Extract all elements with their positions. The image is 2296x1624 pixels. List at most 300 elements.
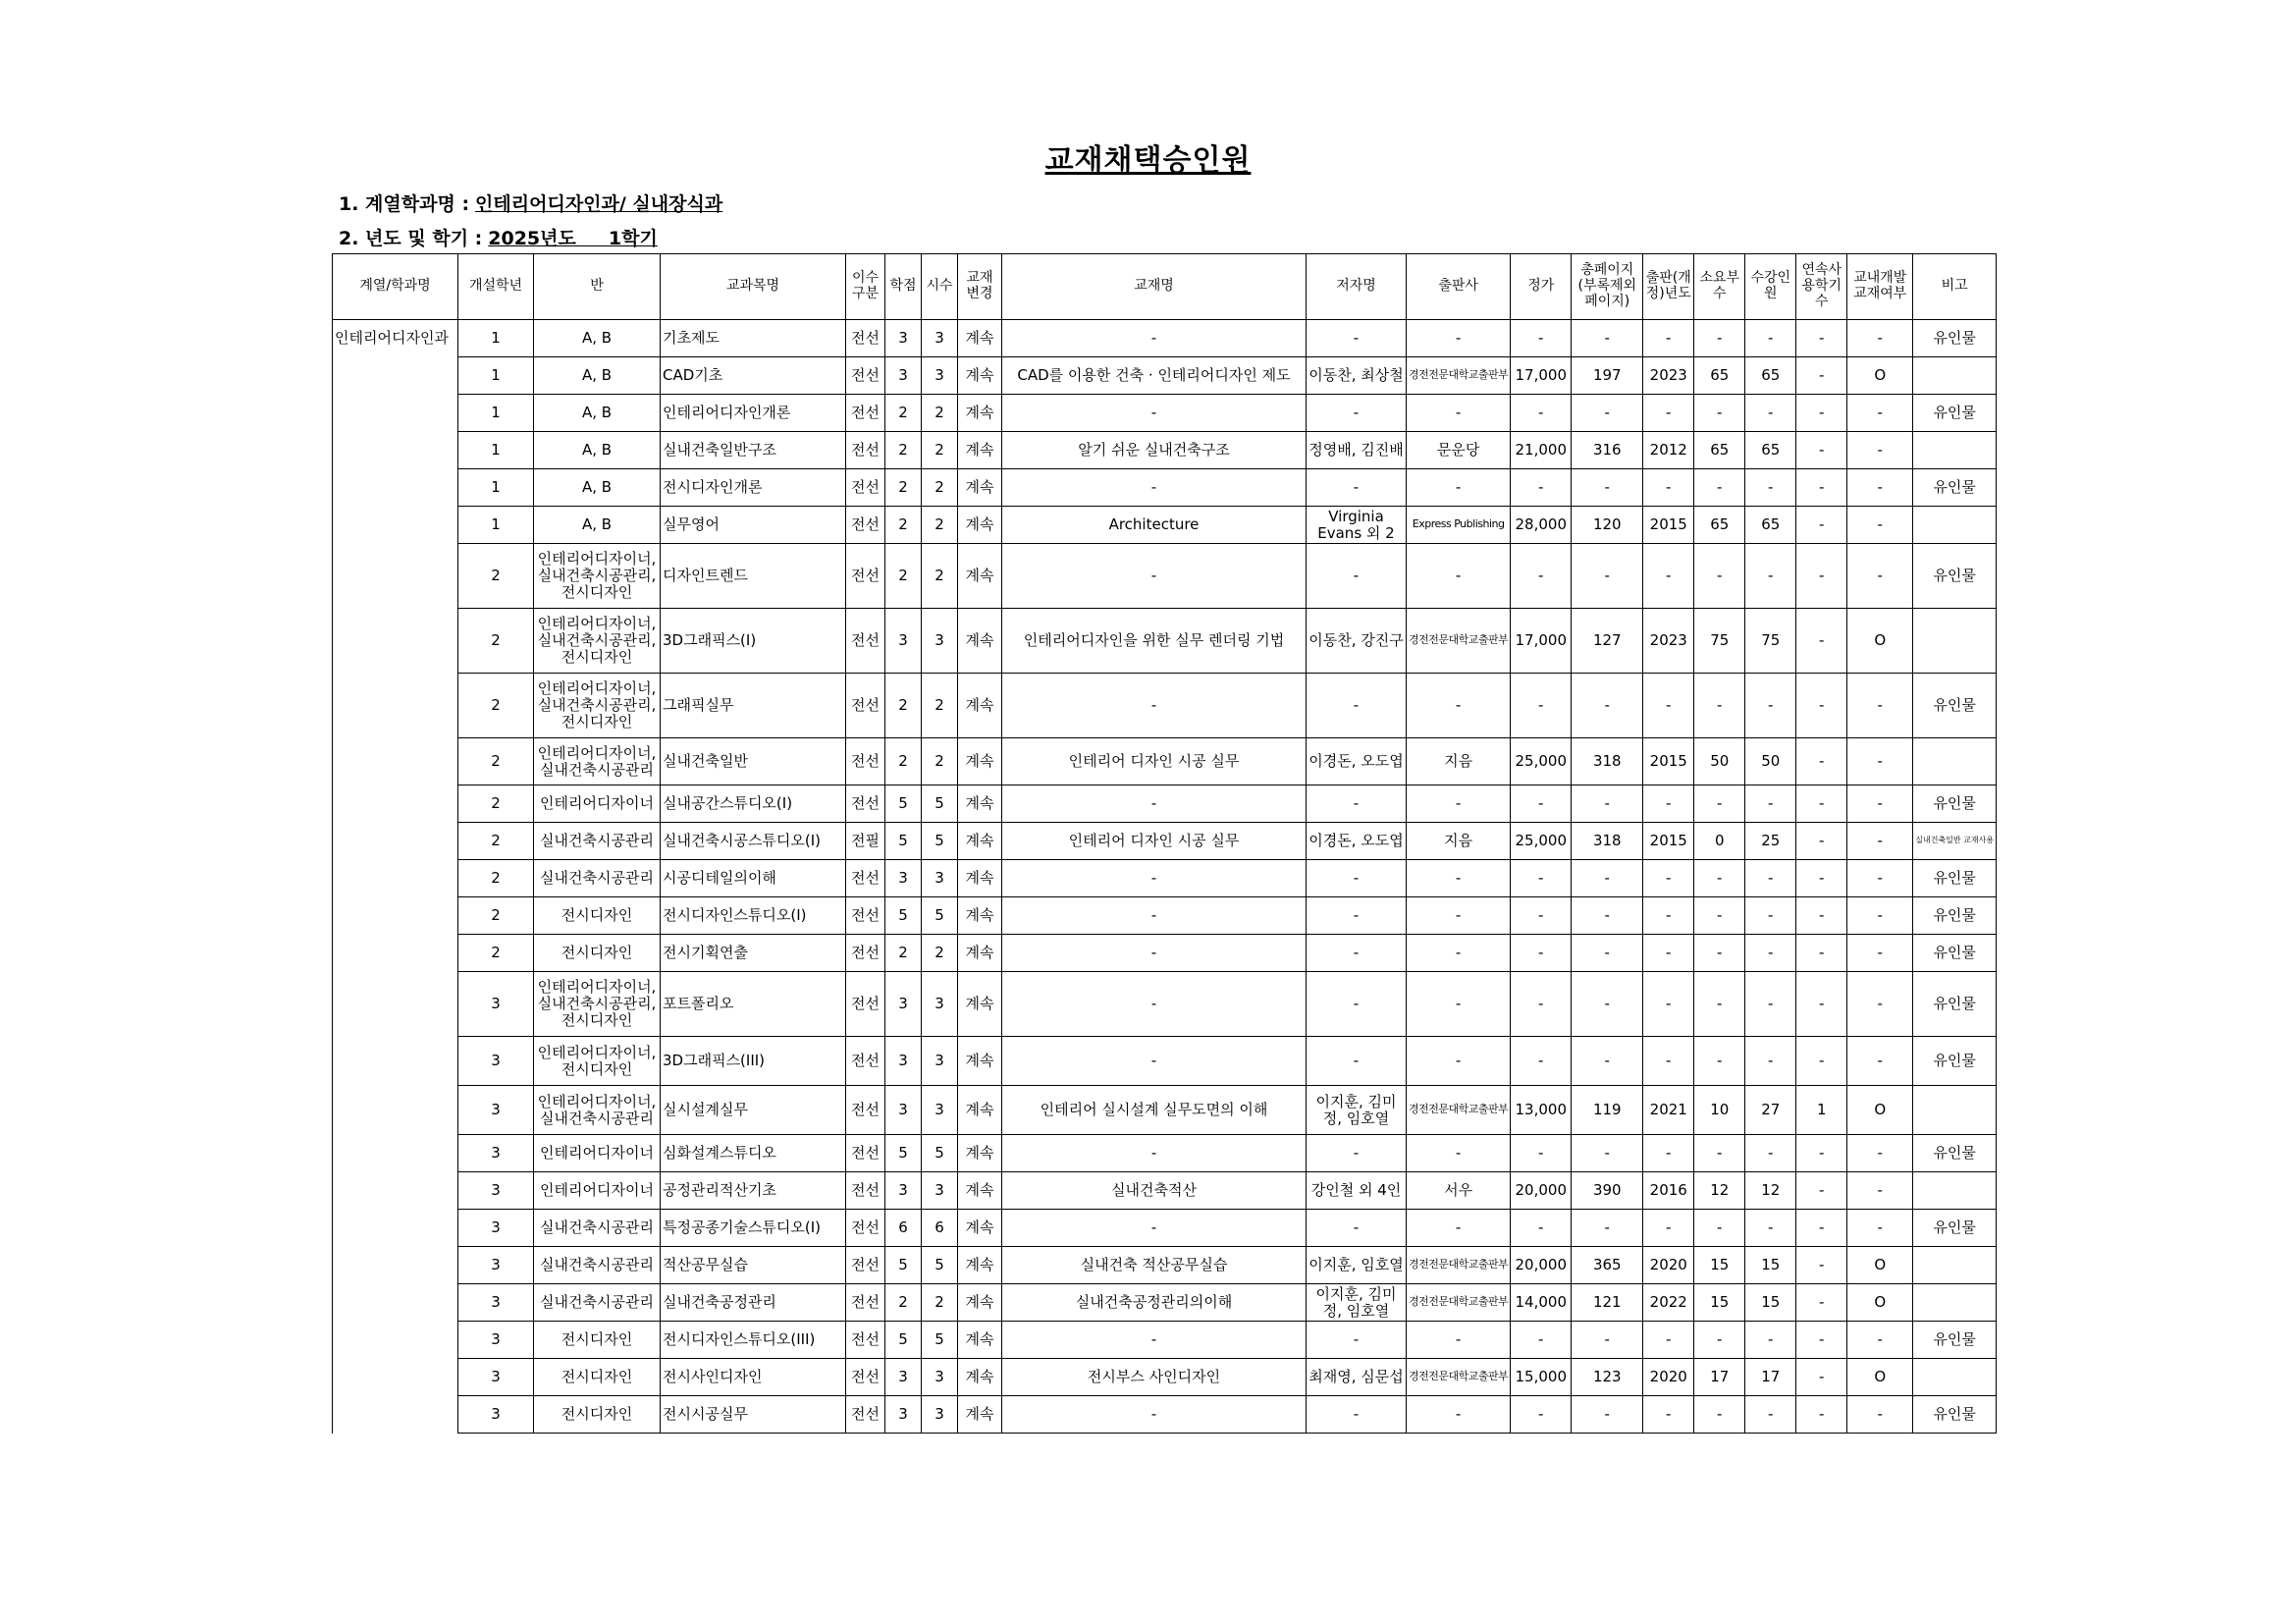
table-cell: 경전전문대학교출판부 (1407, 1359, 1511, 1396)
table-cell: 65 (1694, 507, 1745, 544)
table-cell: - (1002, 544, 1307, 609)
table-cell: - (1694, 1210, 1745, 1247)
dept-cell (333, 1284, 458, 1322)
table-cell: - (1847, 320, 1913, 357)
table-cell: 계속 (958, 1135, 1002, 1172)
table-cell: - (1002, 674, 1307, 738)
table-cell (1913, 1086, 1997, 1135)
table-row (333, 860, 1997, 897)
header-cell: 계열/학과명 (333, 254, 458, 320)
table-cell: - (1796, 1396, 1847, 1434)
table-cell: 5 (922, 897, 958, 935)
table-cell: - (1745, 897, 1796, 935)
table-cell: 인테리어디자인개론 (661, 395, 846, 432)
header-cell: 출판(개정)년도 (1643, 254, 1694, 320)
table-cell: 디자인트렌드 (661, 544, 846, 609)
table-cell: 2 (458, 897, 534, 935)
table-cell: 계속 (958, 860, 1002, 897)
table-cell: 2 (458, 823, 534, 860)
table-cell: 계속 (958, 432, 1002, 469)
table-cell: 계속 (958, 935, 1002, 972)
table-cell: 전선 (846, 1322, 885, 1359)
table-cell: 계속 (958, 1037, 1002, 1086)
table-cell: - (1511, 395, 1572, 432)
dept-cell (333, 935, 458, 972)
table-cell: 10 (1694, 1086, 1745, 1135)
dept-cell (333, 860, 458, 897)
header-cell: 소요부수 (1694, 254, 1745, 320)
table-cell: - (1745, 395, 1796, 432)
table-cell: - (1002, 785, 1307, 823)
header-cell: 시수 (922, 254, 958, 320)
table-cell: - (1511, 674, 1572, 738)
table-cell: - (1511, 860, 1572, 897)
table-cell: 전시디자인 (534, 1322, 661, 1359)
table-cell: - (1307, 1396, 1407, 1434)
dept-cell: 인테리어디자인과 (333, 320, 458, 357)
table-cell: - (1796, 1135, 1847, 1172)
table-cell: 전선 (846, 357, 885, 395)
table-cell: - (1694, 395, 1745, 432)
table-cell: 2015 (1643, 507, 1694, 544)
table-cell: 3 (922, 320, 958, 357)
dept-cell (333, 823, 458, 860)
table-cell: - (1796, 972, 1847, 1037)
table-cell: - (1511, 1396, 1572, 1434)
table-cell: - (1847, 785, 1913, 823)
table-row (333, 469, 1997, 507)
table-cell: - (1511, 935, 1572, 972)
table-cell: 3 (922, 357, 958, 395)
table-cell: 3 (885, 1086, 922, 1135)
table-cell: 5 (922, 1135, 958, 1172)
table-cell: 2 (885, 738, 922, 785)
table-cell: 3 (922, 1359, 958, 1396)
table-cell: 5 (885, 1135, 922, 1172)
table-cell: 3 (458, 1396, 534, 1434)
table-cell: - (1511, 897, 1572, 935)
table-cell: - (1307, 860, 1407, 897)
table-cell: 2 (922, 935, 958, 972)
table-cell: 전선 (846, 1086, 885, 1135)
table-cell: - (1745, 1210, 1796, 1247)
header-cell: 교재명 (1002, 254, 1307, 320)
table-row (333, 1322, 1997, 1359)
table-cell: 2 (458, 544, 534, 609)
table-cell: 6 (885, 1210, 922, 1247)
table-cell: 이지훈, 김미정, 임호열 (1307, 1086, 1407, 1135)
table-cell: 실내건축일반 (661, 738, 846, 785)
table-cell: 5 (885, 785, 922, 823)
table-cell: 2 (458, 738, 534, 785)
table-cell: - (1511, 544, 1572, 609)
table-cell: - (1407, 674, 1511, 738)
table-cell: - (1643, 469, 1694, 507)
table-cell: 3 (922, 1037, 958, 1086)
dept-cell (333, 1210, 458, 1247)
table-cell: 123 (1572, 1359, 1643, 1396)
dept-cell (333, 1396, 458, 1434)
table-cell: 14,000 (1511, 1284, 1572, 1322)
table-cell: 유인물 (1913, 469, 1997, 507)
table-cell: Virginia Evans 외 2 (1307, 507, 1407, 544)
table-cell: 3 (922, 972, 958, 1037)
table-cell: - (1745, 1135, 1796, 1172)
table-cell: - (1572, 674, 1643, 738)
table-cell: - (1307, 544, 1407, 609)
table-cell: 20,000 (1511, 1247, 1572, 1284)
table-row (333, 609, 1997, 674)
table-cell: 전선 (846, 935, 885, 972)
table-cell: - (1643, 674, 1694, 738)
table-cell: 2 (885, 432, 922, 469)
table-row (333, 507, 1997, 544)
table-cell: 이동찬, 최상철 (1307, 357, 1407, 395)
table-cell: 전시디자인 (534, 897, 661, 935)
table-cell: - (1407, 935, 1511, 972)
table-cell: 50 (1694, 738, 1745, 785)
table-cell: - (1407, 897, 1511, 935)
table-row (333, 674, 1997, 738)
table-cell: 전선 (846, 738, 885, 785)
dept-cell (333, 432, 458, 469)
table-cell: 전선 (846, 1284, 885, 1322)
term-label: 2. 년도 및 학기 : (339, 228, 483, 249)
table-cell: 25,000 (1511, 738, 1572, 785)
table-cell: 실내건축시공관리 (534, 860, 661, 897)
table-cell: 13,000 (1511, 1086, 1572, 1135)
table-cell: - (1572, 1396, 1643, 1434)
table-cell: - (1572, 1037, 1643, 1086)
header-cell: 학점 (885, 254, 922, 320)
table-cell: - (1407, 1396, 1511, 1434)
table-cell: 인테리어디자이너, 실내건축시공관리, 전시디자인 (534, 972, 661, 1037)
table-header-row (333, 254, 1997, 320)
table-cell: - (1643, 1322, 1694, 1359)
table-cell: 인테리어디자이너, 실내건축시공관리, 전시디자인 (534, 544, 661, 609)
table-cell: 3D그래픽스(III) (661, 1037, 846, 1086)
table-cell: 기초제도 (661, 320, 846, 357)
table-cell: - (1847, 897, 1913, 935)
table-cell: - (1572, 544, 1643, 609)
table-cell: 전선 (846, 972, 885, 1037)
table-cell: - (1796, 544, 1847, 609)
table-cell: 서우 (1407, 1172, 1511, 1210)
table-cell: 3 (922, 1172, 958, 1210)
table-cell: - (1307, 674, 1407, 738)
table-cell: 실내건축시공스튜디오(I) (661, 823, 846, 860)
header-cell: 출판사 (1407, 254, 1511, 320)
table-cell: - (1307, 785, 1407, 823)
table-cell: - (1796, 823, 1847, 860)
table-cell: 15 (1745, 1284, 1796, 1322)
table-cell (1913, 1247, 1997, 1284)
table-cell: - (1002, 972, 1307, 1037)
table-cell: 1 (458, 320, 534, 357)
table-cell (1913, 609, 1997, 674)
table-cell: 21,000 (1511, 432, 1572, 469)
table-cell: - (1847, 1172, 1913, 1210)
table-row (333, 1086, 1997, 1135)
table-cell: 인테리어디자이너, 실내건축시공관리, 전시디자인 (534, 674, 661, 738)
table-cell: 최재영, 심문섭 (1307, 1359, 1407, 1396)
dept-cell (333, 972, 458, 1037)
table-cell: 2 (885, 469, 922, 507)
table-cell: 127 (1572, 609, 1643, 674)
table-cell: - (1847, 507, 1913, 544)
table-cell: 전시디자인 (534, 1359, 661, 1396)
table-cell: 3 (922, 1086, 958, 1135)
table-cell: 17,000 (1511, 609, 1572, 674)
table-cell: - (1511, 1135, 1572, 1172)
table-cell: 전선 (846, 544, 885, 609)
table-cell: 유인물 (1913, 674, 1997, 738)
table-cell: 3 (458, 1247, 534, 1284)
table-cell: - (1572, 1135, 1643, 1172)
table-cell: 계속 (958, 1210, 1002, 1247)
table-cell: - (1796, 935, 1847, 972)
table-cell: 전선 (846, 395, 885, 432)
table-cell: 지음 (1407, 823, 1511, 860)
table-cell: - (1847, 432, 1913, 469)
table-cell: - (1643, 860, 1694, 897)
table-cell: 65 (1694, 357, 1745, 395)
table-cell: - (1002, 1135, 1307, 1172)
table-cell: 실내건축시공관리 (534, 1247, 661, 1284)
table-cell: - (1796, 469, 1847, 507)
table-cell: 정영배, 김진배 (1307, 432, 1407, 469)
dept-cell (333, 1247, 458, 1284)
table-cell: 전시디자인 (534, 935, 661, 972)
table-cell: 전시기획연출 (661, 935, 846, 972)
table-cell: - (1002, 935, 1307, 972)
table-cell: 계속 (958, 785, 1002, 823)
table-cell: 전선 (846, 432, 885, 469)
table-cell: 365 (1572, 1247, 1643, 1284)
table-cell: - (1511, 469, 1572, 507)
table-cell: - (1511, 1322, 1572, 1359)
term-info (339, 224, 658, 250)
table-cell: - (1694, 1037, 1745, 1086)
table-cell: 1 (458, 432, 534, 469)
table-cell: 2022 (1643, 1284, 1694, 1322)
table-cell: 27 (1745, 1086, 1796, 1135)
table-row (333, 357, 1997, 395)
table-cell: - (1796, 860, 1847, 897)
table-cell: 전선 (846, 1396, 885, 1434)
table-cell: 경전전문대학교출판부 (1407, 1247, 1511, 1284)
table-cell: - (1643, 1037, 1694, 1086)
table-cell: Architecture (1002, 507, 1307, 544)
table-cell: - (1847, 395, 1913, 432)
table-cell: - (1572, 935, 1643, 972)
dept-cell (333, 469, 458, 507)
table-cell: 3 (885, 1172, 922, 1210)
table-cell: - (1745, 1322, 1796, 1359)
table-row (333, 1247, 1997, 1284)
header-cell: 교내개발교재여부 (1847, 254, 1913, 320)
table-cell: 유인물 (1913, 544, 1997, 609)
dept-cell (333, 1172, 458, 1210)
table-cell: - (1407, 469, 1511, 507)
table-cell: 2023 (1643, 609, 1694, 674)
table-cell: 인테리어디자이너 (534, 785, 661, 823)
table-cell: 실내건축시공관리 (534, 1284, 661, 1322)
table-cell: 실내건축시공관리 (534, 1210, 661, 1247)
dept-cell (333, 1135, 458, 1172)
table-cell: - (1407, 1135, 1511, 1172)
table-cell: - (1307, 935, 1407, 972)
header-cell: 교재변경 (958, 254, 1002, 320)
table-cell: 2 (458, 860, 534, 897)
table-cell: - (1572, 860, 1643, 897)
table-cell: - (1307, 972, 1407, 1037)
table-cell: 실무영어 (661, 507, 846, 544)
table-cell: 15 (1745, 1247, 1796, 1284)
table-cell: - (1796, 674, 1847, 738)
table-cell: 전선 (846, 1210, 885, 1247)
table-row (333, 785, 1997, 823)
table-cell: - (1796, 1284, 1847, 1322)
table-cell: 유인물 (1913, 1135, 1997, 1172)
table-cell: - (1407, 972, 1511, 1037)
table-cell: 실시설계실무 (661, 1086, 846, 1135)
department-label: 1. 계열학과명 : (339, 193, 470, 215)
table-cell: 전시디자인스튜디오(III) (661, 1322, 846, 1359)
table-cell: 3 (458, 1322, 534, 1359)
table-cell: 인테리어 디자인 시공 실무 (1002, 823, 1307, 860)
table-row (333, 897, 1997, 935)
table-cell: - (1643, 320, 1694, 357)
table-cell: 계속 (958, 1086, 1002, 1135)
dept-cell (333, 738, 458, 785)
table-row (333, 395, 1997, 432)
table-cell: 전선 (846, 320, 885, 357)
table-cell: 6 (922, 1210, 958, 1247)
table-cell: - (1796, 1172, 1847, 1210)
table-cell: - (1796, 320, 1847, 357)
table-cell: 계속 (958, 320, 1002, 357)
table-cell: 포트폴리오 (661, 972, 846, 1037)
table-cell: 유인물 (1913, 1322, 1997, 1359)
table-cell: 전시디자인개론 (661, 469, 846, 507)
table-cell: - (1745, 935, 1796, 972)
table-cell: - (1643, 395, 1694, 432)
table-cell: 3 (458, 1037, 534, 1086)
department-value: 인테리어디자인과/ 실내장식과 (475, 193, 723, 215)
table-cell: - (1307, 1322, 1407, 1359)
table-cell: 인테리어디자이너, 실내건축시공관리 (534, 738, 661, 785)
table-cell: - (1643, 1135, 1694, 1172)
table-cell: 전선 (846, 609, 885, 674)
table-cell: 75 (1745, 609, 1796, 674)
dept-cell (333, 544, 458, 609)
table-cell: 계속 (958, 469, 1002, 507)
table-cell: 전시부스 사인디자인 (1002, 1359, 1307, 1396)
table-cell: 이경돈, 오도엽 (1307, 823, 1407, 860)
table-cell: 적산공무실습 (661, 1247, 846, 1284)
table-cell: 2 (922, 432, 958, 469)
header-cell: 총페이지(부록제외 페이지) (1572, 254, 1643, 320)
table-cell: - (1572, 972, 1643, 1037)
table-cell: 2015 (1643, 823, 1694, 860)
table-cell: 316 (1572, 432, 1643, 469)
table-cell: 2023 (1643, 357, 1694, 395)
table-cell: 2 (885, 507, 922, 544)
table-cell: 유인물 (1913, 860, 1997, 897)
table-cell: 계속 (958, 674, 1002, 738)
table-cell: 경전전문대학교출판부 (1407, 609, 1511, 674)
table-cell: 2 (458, 674, 534, 738)
header-cell: 반 (534, 254, 661, 320)
table-cell: Express Publishing (1407, 507, 1511, 544)
table-cell: - (1694, 1135, 1745, 1172)
table-cell: - (1847, 935, 1913, 972)
table-cell: 유인물 (1913, 395, 1997, 432)
table-row (333, 1359, 1997, 1396)
table-cell: 5 (885, 897, 922, 935)
table-cell: 시공디테일의이해 (661, 860, 846, 897)
table-cell: 경전전문대학교출판부 (1407, 1086, 1511, 1135)
dept-cell (333, 785, 458, 823)
table-cell: 3 (458, 1135, 534, 1172)
table-cell: 계속 (958, 738, 1002, 785)
table-cell: - (1694, 1322, 1745, 1359)
table-cell: 실내건축공정관리 (661, 1284, 846, 1322)
table-cell: - (1643, 935, 1694, 972)
header-cell: 수강인원 (1745, 254, 1796, 320)
table-cell: - (1307, 1210, 1407, 1247)
table-cell: 전선 (846, 897, 885, 935)
table-cell: - (1847, 1396, 1913, 1434)
table-cell: - (1847, 1210, 1913, 1247)
table-cell: - (1307, 897, 1407, 935)
table-cell: 경전전문대학교출판부 (1407, 357, 1511, 395)
table-cell: 지음 (1407, 738, 1511, 785)
table-cell: 공정관리적산기초 (661, 1172, 846, 1210)
table-cell: 전시사인디자인 (661, 1359, 846, 1396)
table-cell: 인테리어디자이너, 실내건축시공관리, 전시디자인 (534, 609, 661, 674)
table-cell: 2 (922, 507, 958, 544)
table-cell: - (1002, 897, 1307, 935)
table-cell: 전필 (846, 823, 885, 860)
table-row (333, 1037, 1997, 1086)
table-cell: 인테리어디자이너, 전시디자인 (534, 1037, 661, 1086)
table-cell: 2 (885, 395, 922, 432)
table-cell: - (1796, 785, 1847, 823)
table-cell: 인테리어디자이너, 실내건축시공관리 (534, 1086, 661, 1135)
table-cell: CAD를 이용한 건축 · 인테리어디자인 제도 (1002, 357, 1307, 395)
table-cell: 전선 (846, 785, 885, 823)
table-cell: O (1847, 1359, 1913, 1396)
table-cell: 계속 (958, 1359, 1002, 1396)
table-cell: 1 (458, 395, 534, 432)
table-cell: - (1407, 1037, 1511, 1086)
table-cell: 실내건축공정관리의이해 (1002, 1284, 1307, 1322)
table-cell: - (1847, 972, 1913, 1037)
table-cell: 유인물 (1913, 1037, 1997, 1086)
dept-cell (333, 1086, 458, 1135)
table-cell: 계속 (958, 1284, 1002, 1322)
table-cell: 계속 (958, 1396, 1002, 1434)
table-cell: - (1307, 1135, 1407, 1172)
table-cell (1913, 357, 1997, 395)
table-row (333, 1135, 1997, 1172)
table-cell: - (1796, 395, 1847, 432)
table-cell: - (1643, 785, 1694, 823)
dept-cell (333, 674, 458, 738)
table-cell: 3 (885, 1396, 922, 1434)
